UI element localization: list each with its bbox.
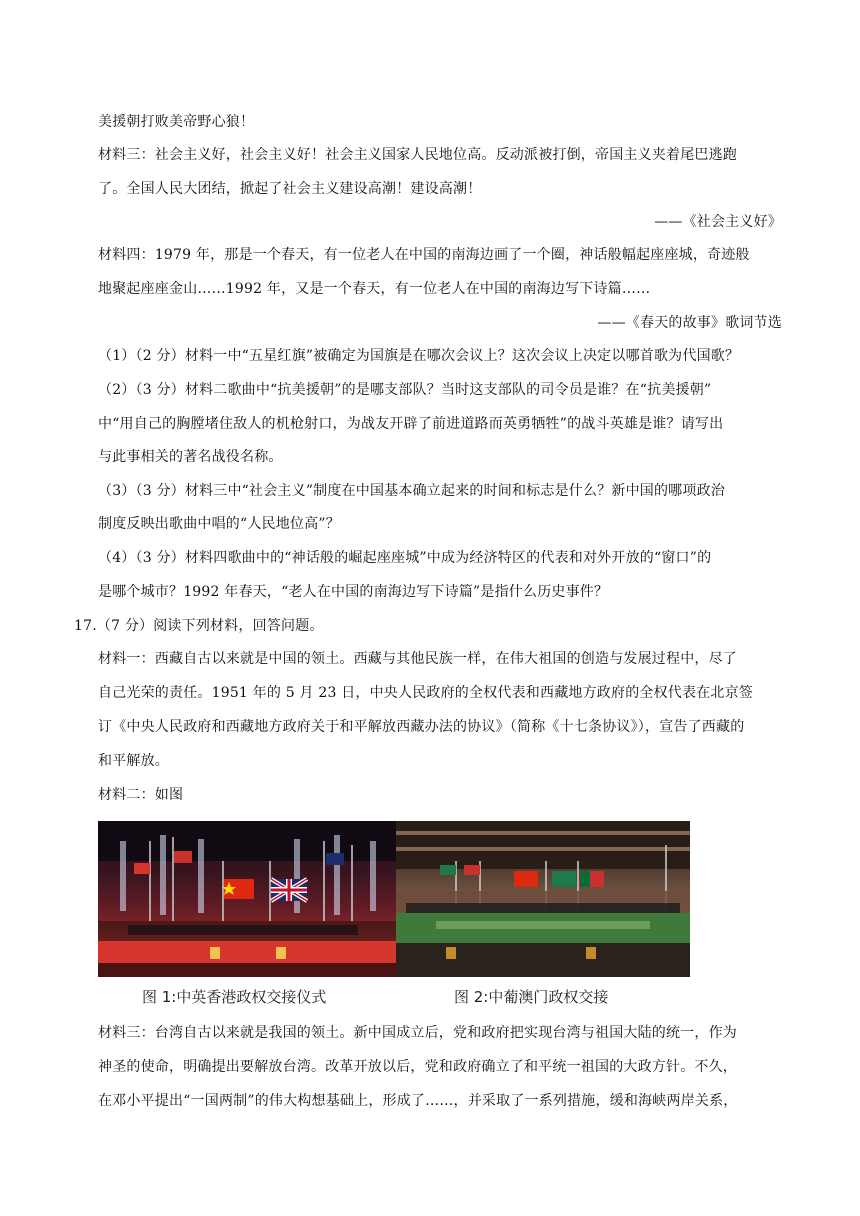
caption-figure-1: 图 1:中英香港政权交接仪式 (142, 988, 327, 1006)
macau-ceremony-illustration (396, 821, 690, 977)
text-line: 订《中央人民政府和西藏地方政府关于和平解放西藏办法的协议》（简称《十七条协议》），宣告了西藏的 (98, 719, 745, 735)
question-2: （2）（3 分）材料二歌曲中“抗美援朝”的是哪支部队？当时这支部队的司令员是谁？在“抗美援朝” (98, 382, 712, 398)
text-line: 与此事相关的著名战役名称。 (98, 449, 283, 465)
handover-ceremony-figure (98, 821, 690, 977)
question-4: （4）（3 分）材料四歌曲中的“神话般的崛起座座城”中成为经济特区的代表和对外开放的“窗口”的 (98, 550, 712, 566)
caption-figure-2: 图 2:中葡澳门政权交接 (454, 988, 609, 1006)
source-citation: ——《社会主义好》 (654, 214, 782, 230)
material-two-label: 材料二：如图 (98, 787, 184, 803)
text-line: 自己光荣的责任。1951 年的 5 月 23 日，中央人民政府的全权代表和西藏地方政府的全权代表在北京签 (98, 685, 753, 701)
text-line: 是哪个城市？1992 年春天，“老人在中国的南海边写下诗篇”是指什么历史事件？ (98, 584, 609, 600)
material-three-text: 材料三：社会主义好，社会主义好！社会主义国家人民地位高。反动派被打倒，帝国主义夹着尾巴逃跑 (98, 147, 737, 163)
material-four-text: 材料四：1979 年，那是一个春天，有一位老人在中国的南海边画了一个圈，神话般幅起座座城，奇迹般 (98, 247, 750, 263)
text-line: 和平解放。 (98, 753, 169, 769)
question-1: （1）（2 分）材料一中“五星红旗”被确定为国旗是在哪次会议上？这次会议上决定以哪首歌为代国歌？ (98, 348, 740, 364)
text-line: 中“用自己的胸膛堵住敌人的机枪射口，为战友开辟了前进道路而英勇牺牲”的战斗英雄是谁？请写出 (98, 416, 724, 432)
figure-captions (98, 986, 690, 1012)
text-line: 美援朝打败美帝野心狼！ (98, 114, 255, 130)
text-line: 制度反映出歌曲中唱的“人民地位高”？ (98, 516, 340, 532)
text-line: 了。全国人民大团结，掀起了社会主义建设高潮！建设高潮！ (98, 181, 482, 197)
question-3: （3）（3 分）材料三中“社会主义”制度在中国基本确立起来的时间和标志是什么？新中国的哪项政治 (98, 483, 725, 499)
question-17-heading: 17.（7 分）阅读下列材料，回答问题。 (74, 618, 324, 634)
macau-handover-photo (396, 821, 690, 977)
source-citation: ——《春天的故事》歌词节选 (597, 315, 782, 331)
hong-kong-ceremony-illustration (98, 821, 396, 977)
material-one-text: 材料一：西藏自古以来就是中国的领土。西藏与其他民族一样，在伟大祖国的创造与发展过程中，尽了 (98, 651, 737, 667)
material-three-taiwan-text: 材料三：台湾自古以来就是我国的领土。新中国成立后，党和政府把实现台湾与祖国大陆的统一，作为 (98, 1025, 737, 1041)
text-line: 神圣的使命，明确提出要解放台湾。改革开放以后，党和政府确立了和平统一祖国的大政方针。不久， (98, 1059, 737, 1075)
hong-kong-handover-photo (98, 821, 396, 977)
text-line: 地聚起座座金山……1992 年，又是一个春天，有一位老人在中国的南海边写下诗篇…… (98, 281, 651, 297)
text-line: 在邓小平提出“一国两制”的伟大构想基础上，形成了……，并采取了一系列措施，缓和海峡两岸关系， (98, 1093, 738, 1109)
